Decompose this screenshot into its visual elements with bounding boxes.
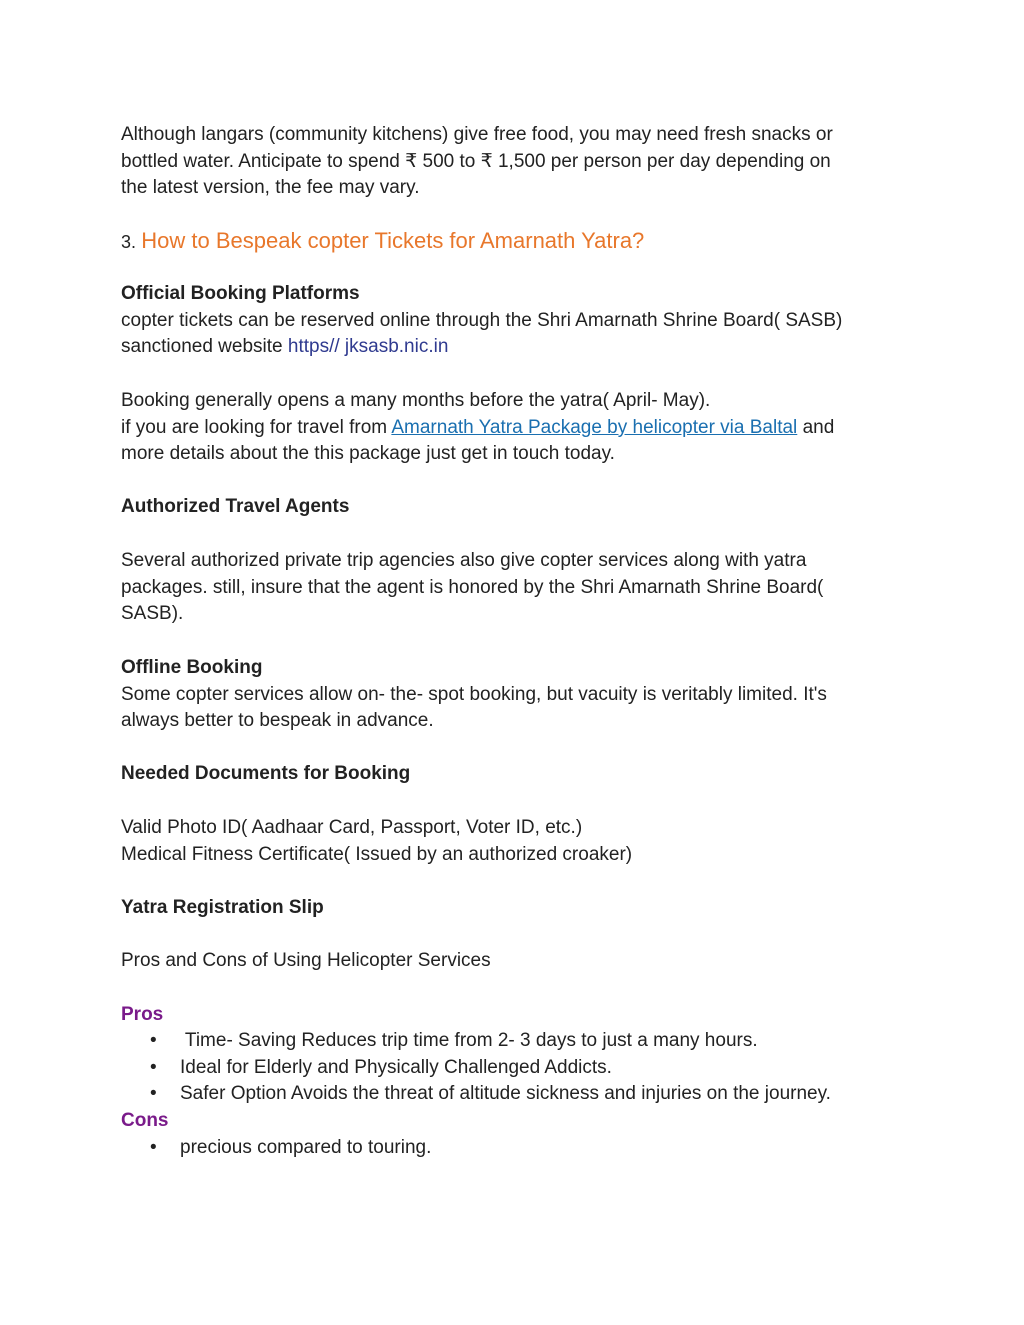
intro-line-3: the latest version, the fee may vary. — [121, 177, 420, 199]
pros-item-3: Safer Option Avoids the threat of altitude sickness and injuries on the journey. — [180, 1083, 831, 1105]
official-booking-section — [121, 281, 891, 361]
agents-line-1: Several authorized private trip agencies also give copter services along with yatra — [121, 550, 807, 571]
booking-line-2-suffix: and — [802, 416, 835, 438]
bullet-icon: • — [150, 1083, 157, 1105]
booking-line-2-prefix: if you are looking for travel from — [121, 416, 388, 438]
proscons-title: Pros and Cons of Using Helicopter Services — [121, 950, 491, 971]
official-website: https// jksasb.nic.in — [287, 336, 449, 358]
pros-label: Pros — [121, 1004, 164, 1025]
bullet-icon: • — [150, 1056, 157, 1078]
intro-line-1: Although langars (community kitchens) give free food, you may need fresh snacks or — [121, 124, 833, 145]
booking-paragraph — [121, 388, 891, 468]
intro-line-2: bottled water. Anticipate to spend ₹ 500 to ₹ 1,500 per person per day depending on — [121, 150, 831, 172]
documents-item-2: Medical Fitness Certificate( Issued by an authorized croaker) — [121, 843, 633, 865]
agents-paragraph — [121, 548, 891, 628]
official-line-2-prefix: sanctioned website — [121, 336, 283, 358]
list-item — [121, 1028, 901, 1055]
bullet-icon: • — [150, 1137, 157, 1158]
agents-line-2: packages. still, insure that the agent is honored by the Shri Amarnath Shrine Board( — [121, 576, 824, 598]
agents-line-3: SASB). — [121, 603, 184, 625]
documents-title: Needed Documents for Booking — [121, 763, 411, 784]
offline-line-1: Some copter services allow on- the- spot booking, but vacuity is veritably limited. It's — [121, 683, 827, 705]
pros-item-1: Time- Saving Reduces trip time from 2- 3 days to just a many hours. — [180, 1030, 758, 1051]
booking-line-1: Booking generally opens a many months before the yatra( April- May). — [121, 390, 711, 411]
documents-list — [121, 815, 891, 868]
registration-title: Yatra Registration Slip — [121, 897, 324, 918]
list-item — [121, 1081, 901, 1108]
section-heading — [121, 226, 891, 258]
list-item — [121, 1135, 901, 1162]
helicopter-package-link[interactable]: Amarnath Yatra Package by helicopter via Baltal — [391, 416, 798, 438]
offline-title: Offline Booking — [121, 657, 263, 678]
heading-title: How to Bespeak copter Tickets for Amarnath Yatra? — [141, 228, 645, 253]
cons-item-1: precious compared to touring. — [180, 1137, 432, 1158]
list-item — [121, 1055, 901, 1082]
documents-item-1: Valid Photo ID( Aadhaar Card, Passport, Voter ID, etc.) — [121, 817, 583, 838]
offline-line-2: always better to bespeak in advance. — [121, 710, 434, 732]
pros-list — [121, 1028, 901, 1108]
cons-list — [121, 1135, 901, 1162]
bullet-icon: • — [150, 1030, 157, 1051]
booking-line-3: more details about the this package just get in touch today. — [121, 443, 615, 465]
official-booking-title: Official Booking Platforms — [121, 283, 360, 304]
cons-label: Cons — [121, 1110, 169, 1131]
agents-title: Authorized Travel Agents — [121, 496, 350, 517]
intro-paragraph — [121, 122, 891, 202]
official-line-1: copter tickets can be reserved online through the Shri Amarnath Shrine Board( SASB) — [121, 309, 843, 331]
offline-section — [121, 655, 891, 735]
pros-item-2: Ideal for Elderly and Physically Challenged Addicts. — [180, 1056, 612, 1078]
heading-number: 3. — [121, 232, 137, 252]
